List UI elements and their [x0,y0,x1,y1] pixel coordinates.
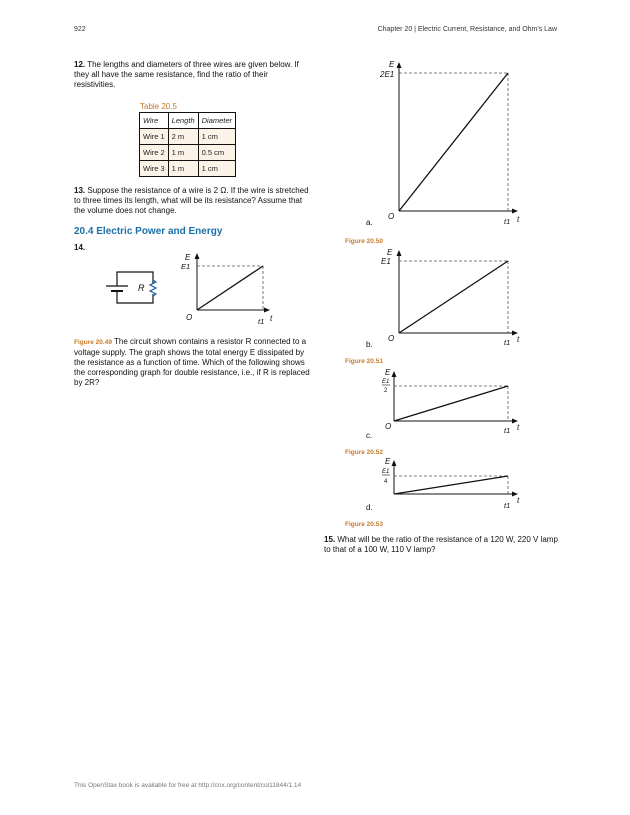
chapter-header: Chapter 20 | Electric Current, Resistance, and Ohm's Law [377,26,557,33]
x-axis-label: t [270,314,273,323]
page-number: 922 [74,26,86,33]
question-12 [74,60,310,90]
y-axis-arrow [392,460,397,466]
table-row [140,129,236,145]
y-axis-label: E [389,60,395,69]
option-d-graph [374,456,534,512]
x-axis-label: t [517,423,520,432]
origin-label: O [388,334,395,343]
energy-line [394,476,508,494]
question-number: 14. [74,243,86,252]
option-c-letter: c. [366,431,373,440]
question-text: Suppose the resistance of a wire is 2 Ω. If the wire is stretched to three times its length, what will be its resistance? Assume that the volume does not change. [74,186,309,215]
y-axis-arrow [392,371,397,377]
origin-label: O [186,313,193,322]
x-axis-arrow [264,308,270,313]
table-cell: 2 m [168,129,198,145]
table-cell: 1 m [168,145,198,161]
wire-table [139,112,236,177]
table-cell: 1 cm [198,129,235,145]
y-tick-numerator: E1 [382,379,390,385]
figure-52-label: Figure 20.52 [345,449,383,456]
table-row [140,145,236,161]
figure-label: Figure 20.49 [74,339,112,346]
table-row [140,161,236,177]
option-a-letter: a. [366,218,373,227]
question-14-number [74,243,85,253]
resistor-label: R [138,283,145,293]
figure-53-label: Figure 20.53 [345,521,383,528]
y-axis-arrow [397,62,402,68]
x-tick-label: t1 [504,338,511,347]
figure-49-caption [74,337,310,388]
y-axis-label: E [387,248,393,257]
section-heading: 20.4 Electric Power and Energy [74,226,223,237]
table-cell: 1 cm [198,161,235,177]
y-axis-label: E [185,253,191,262]
question-text: What will be the ratio of the resistance of a 120 W, 220 V lamp to that of a 100 W, 110 V lamp? [324,535,558,554]
y-tick-denominator: 4 [384,479,388,485]
origin-label: O [385,422,392,431]
y-tick-numerator: E1 [382,469,390,475]
energy-line [197,266,263,310]
y-tick-label: E1 [181,262,191,271]
question-number: 15. [324,535,336,544]
column-header: Length [168,113,198,129]
x-tick-label: t1 [504,426,511,435]
table-cell: Wire 2 [140,145,169,161]
x-tick-label: t1 [258,317,265,326]
energy-line [399,261,508,333]
option-b-graph [374,244,534,348]
table-cell: Wire 3 [140,161,169,177]
y-tick-denominator: 2 [384,388,388,394]
option-a-graph [374,56,534,226]
energy-line [399,73,508,211]
y-axis-arrow [397,250,402,256]
y-axis-label: E [385,368,391,377]
question-number: 13. [74,186,86,195]
y-axis-arrow [195,253,200,259]
page-footer: This OpenStax book is available for free at http://cnx.org/content/col11844/1.14 [74,782,302,789]
question-15 [324,535,560,555]
x-tick-label: t1 [504,501,511,510]
option-d-letter: d. [366,503,373,512]
figure-caption-text: The circuit shown contains a resistor R connected to a voltage supply. The graph shows the total energy E dissipated by the resistance as a function of time. Which of the following shows the corresponding graph for double resistance, i.e., if R is replaced by 2R? [74,337,310,387]
x-axis-label: t [517,496,520,505]
figure-51-label: Figure 20.51 [345,358,383,365]
option-c-graph [374,366,534,438]
x-axis-label: t [517,215,520,224]
column-header: Diameter [198,113,235,129]
x-axis-arrow [512,209,518,214]
figure-50-label: Figure 20.50 [345,238,383,245]
question-13 [74,186,310,216]
table-header-row [140,113,236,129]
origin-label: O [388,212,395,221]
y-axis-label: E [385,457,391,466]
x-axis-label: t [517,335,520,344]
y-tick-label: E1 [381,257,391,266]
option-b-letter: b. [366,340,373,349]
x-tick-label: t1 [504,217,511,226]
energy-time-graph [176,248,276,328]
table-cell: 1 m [168,161,198,177]
table-cell: 0.5 cm [198,145,235,161]
energy-line [394,386,508,421]
question-text: The lengths and diameters of three wires are given below. If they all have the same resistance, find the ratio of their resistivities. [74,60,299,89]
column-header: Wire [140,113,169,129]
question-number: 12. [74,60,86,69]
table-cell: Wire 1 [140,129,169,145]
circuit-diagram [100,268,160,308]
y-tick-label: 2E1 [380,70,395,79]
table-caption: Table 20.5 [140,102,177,111]
